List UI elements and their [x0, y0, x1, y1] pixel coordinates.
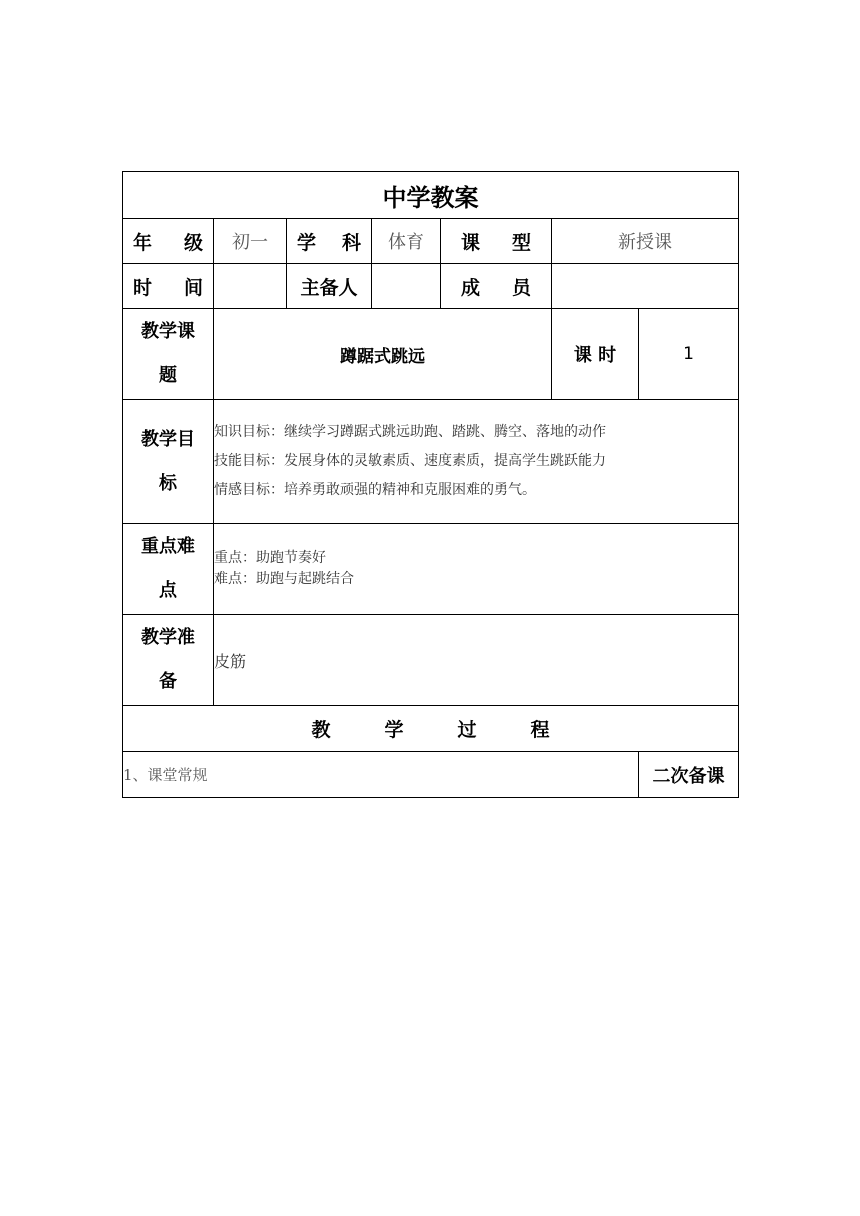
objective-line: 技能目标：发展身体的灵敏素质、速度素质，提高学生跳跃能力: [214, 453, 606, 469]
objective-line: 情感目标：培养勇敢顽强的精神和克服困难的勇气。: [214, 482, 536, 498]
preparation-value: 皮筋: [214, 615, 739, 706]
subject-label: 学 科: [287, 219, 372, 264]
grade-value: 初一: [214, 219, 287, 264]
lesson-type-value: 新授课: [552, 219, 739, 264]
time-value: [214, 264, 287, 309]
subject-value: 体育: [372, 219, 441, 264]
objectives-content: [214, 400, 739, 524]
time-label: 时 间: [123, 264, 214, 309]
lesson-type-label: 课 型: [441, 219, 552, 264]
key-point-line: 难点：助跑与起跳结合: [214, 571, 354, 587]
key-point-line: 重点：助跑节奏好: [214, 550, 326, 566]
process-step-1: 1、课堂常规: [123, 752, 639, 798]
class-hours-label: 课 时: [552, 309, 639, 400]
key-points-content: [214, 524, 739, 615]
preparer-value: [372, 264, 441, 309]
second-preparation-label: 二次备课: [639, 752, 739, 798]
objectives-label: 教学目 标: [123, 400, 214, 524]
members-value: [552, 264, 739, 309]
preparer-label: 主备人: [287, 264, 372, 309]
key-points-label: 重点难 点: [123, 524, 214, 615]
preparation-label: 教学准 备: [123, 615, 214, 706]
teaching-process-heading: 教 学 过 程: [123, 706, 739, 752]
grade-label: 年 级: [123, 219, 214, 264]
objective-line: 知识目标：继续学习蹲踞式跳远助跑、踏跳、腾空、落地的动作: [214, 424, 606, 440]
members-label: 成 员: [441, 264, 552, 309]
lesson-plan-table: [122, 171, 739, 798]
class-hours-value: 1: [639, 309, 739, 400]
topic-value: 蹲踞式跳远: [214, 309, 552, 400]
topic-label: 教学课 题: [123, 309, 214, 400]
document-title: 中学教案: [123, 172, 739, 219]
